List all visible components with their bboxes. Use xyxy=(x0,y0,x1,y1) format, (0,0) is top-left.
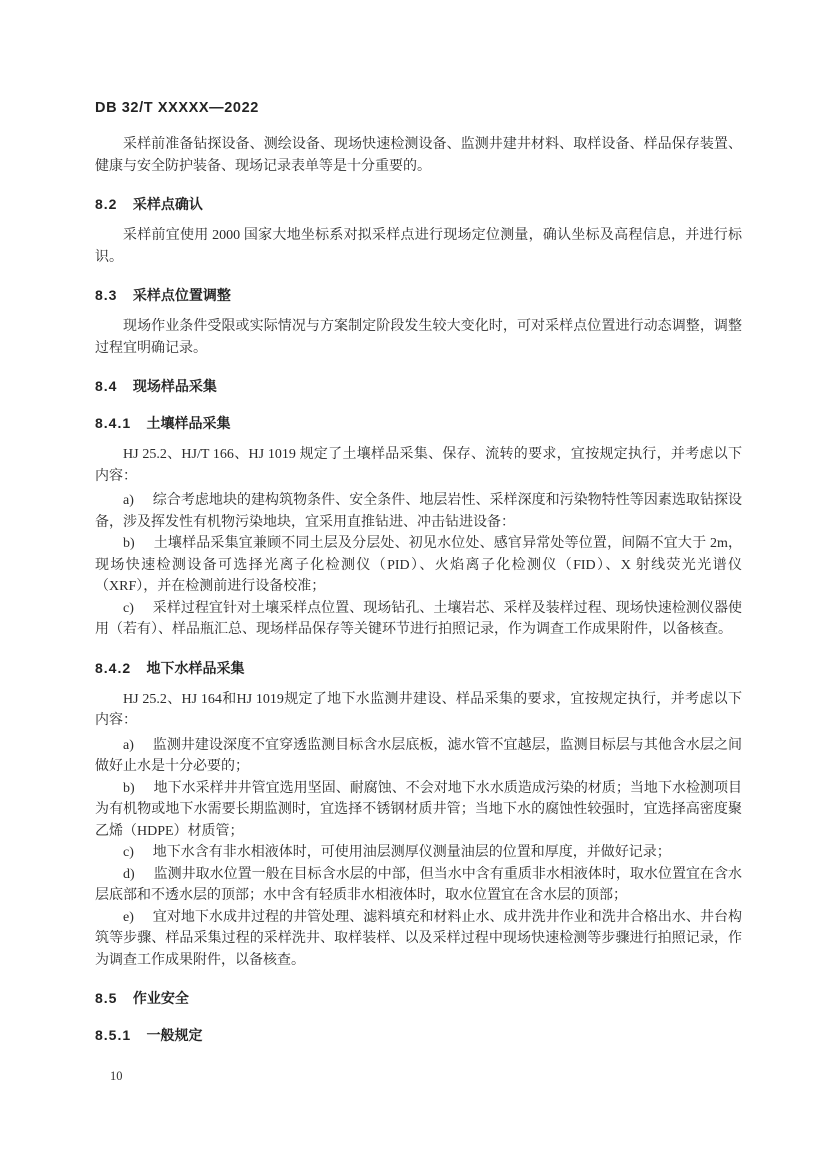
heading-title: 采样点确认 xyxy=(132,196,203,212)
paragraph: 采样前宜使用 2000 国家大地坐标系对拟采样点进行现场定位测量，确认坐标及高程信息，并进行标识。 xyxy=(95,228,742,265)
heading-title: 作业安全 xyxy=(132,990,189,1006)
heading-number: 8.2 xyxy=(95,196,118,212)
paragraph: 现场作业条件受限或实际情况与方案制定阶段发生较大变化时，可对采样点位置进行动态调整，调整过程宜明确记录。 xyxy=(95,319,742,356)
list-item-label: a) xyxy=(123,493,134,508)
section-heading xyxy=(95,1025,742,1045)
section-heading xyxy=(95,194,742,214)
list-item-label: d) xyxy=(123,866,135,882)
list-item-text: 采样过程宜针对土壤采样点位置、现场钻孔、土壤岩芯、采样及装样过程、现场快速检测仪器使用（若有）、样品瓶汇总、现场样品保存等关键环节进行拍照记录，作为调查工作成果附件，以备核查。 xyxy=(95,600,742,637)
paragraph: 采样前准备钻探设备、测绘设备、现场快速检测设备、监测井建井材料、取样设备、样品保存装置、健康与安全防护装备、现场记录表单等是十分重要的。 xyxy=(95,137,742,174)
list-item-text: 监测井取水位置一般在目标含水层的中部，但当水中含有重质非水相液体时，取水位置宜在含水层底部和不透水层的顶部；水中含有轻质非水相液体时，取水位置宜在含水层的顶部； xyxy=(95,866,742,903)
heading-number: 8.3 xyxy=(95,287,118,303)
section-heading xyxy=(95,376,742,396)
list-item-label: a) xyxy=(123,737,134,753)
list-item-label: e) xyxy=(123,909,134,925)
heading-number: 8.5.1 xyxy=(95,1027,132,1043)
list-item xyxy=(95,735,742,778)
list-item-label: b) xyxy=(123,780,135,796)
heading-number: 8.5 xyxy=(95,990,118,1006)
section-heading xyxy=(95,285,742,305)
document-content xyxy=(95,100,742,1056)
heading-title: 地下水样品采集 xyxy=(146,659,245,676)
list-item xyxy=(95,533,742,598)
doc-header: DB 32/T XXXXX—2022 xyxy=(95,100,259,116)
section-heading xyxy=(95,658,742,678)
heading-title: 现场样品采集 xyxy=(132,378,217,394)
list-item-text: 监测井建设深度不宜穿透监测目标含水层底板，滤水管不宜越层，监测目标层与其他含水层之间做好止水是十分必要的； xyxy=(95,737,742,774)
list-item-text: 土壤样品采集宜兼顾不同土层及分层处、初见水位处、感官异常处等位置，间隔不宜大于 2m，现场快速检测设备可选择光离子化检测仪（PID）、火焰离子化检测仪（FID）、X 射线荧光光谱仪（XRF），并在检测前进行设备校准； xyxy=(95,536,742,594)
heading-number: 8.4.2 xyxy=(95,659,132,676)
section-heading xyxy=(95,988,742,1008)
list-item-label: c) xyxy=(123,600,134,616)
list-item xyxy=(95,490,742,533)
heading-title: 土壤样品采集 xyxy=(146,415,231,431)
list-item-label: b) xyxy=(123,536,135,551)
list-item-text: 综合考虑地块的建构筑物条件、安全条件、地层岩性、采样深度和污染物特性等因素选取钻探设备，涉及挥发性有机物污染地块，宜采用直推钻进、冲击钻进设备： xyxy=(95,493,742,530)
paragraph: HJ 25.2、HJ 164和HJ 1019规定了地下水监测井建设、样品采集的要求，宜按规定执行，并考虑以下内容： xyxy=(95,691,742,728)
heading-number: 8.4 xyxy=(95,378,118,394)
page-number: 10 xyxy=(110,1069,123,1083)
paragraph: HJ 25.2、HJ/T 166、HJ 1019 规定了土壤样品采集、保存、流转的要求，宜按规定执行，并考虑以下内容： xyxy=(95,447,742,484)
heading-number: 8.4.1 xyxy=(95,415,132,431)
list-item-text: 地下水采样井井管宜选用坚固、耐腐蚀、不会对地下水水质造成污染的材质；当地下水检测项目为有机物或地下水需要长期监测时，宜选择不锈钢材质井管；当地下水的腐蚀性较强时，宜选择高密度聚乙烯（HDPE）材质管； xyxy=(95,780,742,839)
list-item-label: c) xyxy=(123,845,134,860)
list-item xyxy=(95,778,742,843)
section-heading xyxy=(95,413,742,433)
heading-title: 采样点位置调整 xyxy=(132,287,231,303)
list-item-text: 宜对地下水成井过程的井管处理、滤料填充和材料止水、成井洗井作业和洗井合格出水、井台构筑等步骤、样品采集过程的采样洗井、取样装样、以及采样过程中现场快速检测等步骤进行拍照记录，作为调查工作成果附件，以备核查。 xyxy=(95,909,742,968)
heading-title: 一般规定 xyxy=(146,1027,203,1043)
list-item-text: 地下水含有非水相液体时，可使用油层测厚仪测量油层的位置和厚度，并做好记录； xyxy=(152,845,671,860)
list-item xyxy=(95,598,742,641)
list-item xyxy=(95,842,742,864)
list-item xyxy=(95,864,742,907)
list-item xyxy=(95,907,742,972)
